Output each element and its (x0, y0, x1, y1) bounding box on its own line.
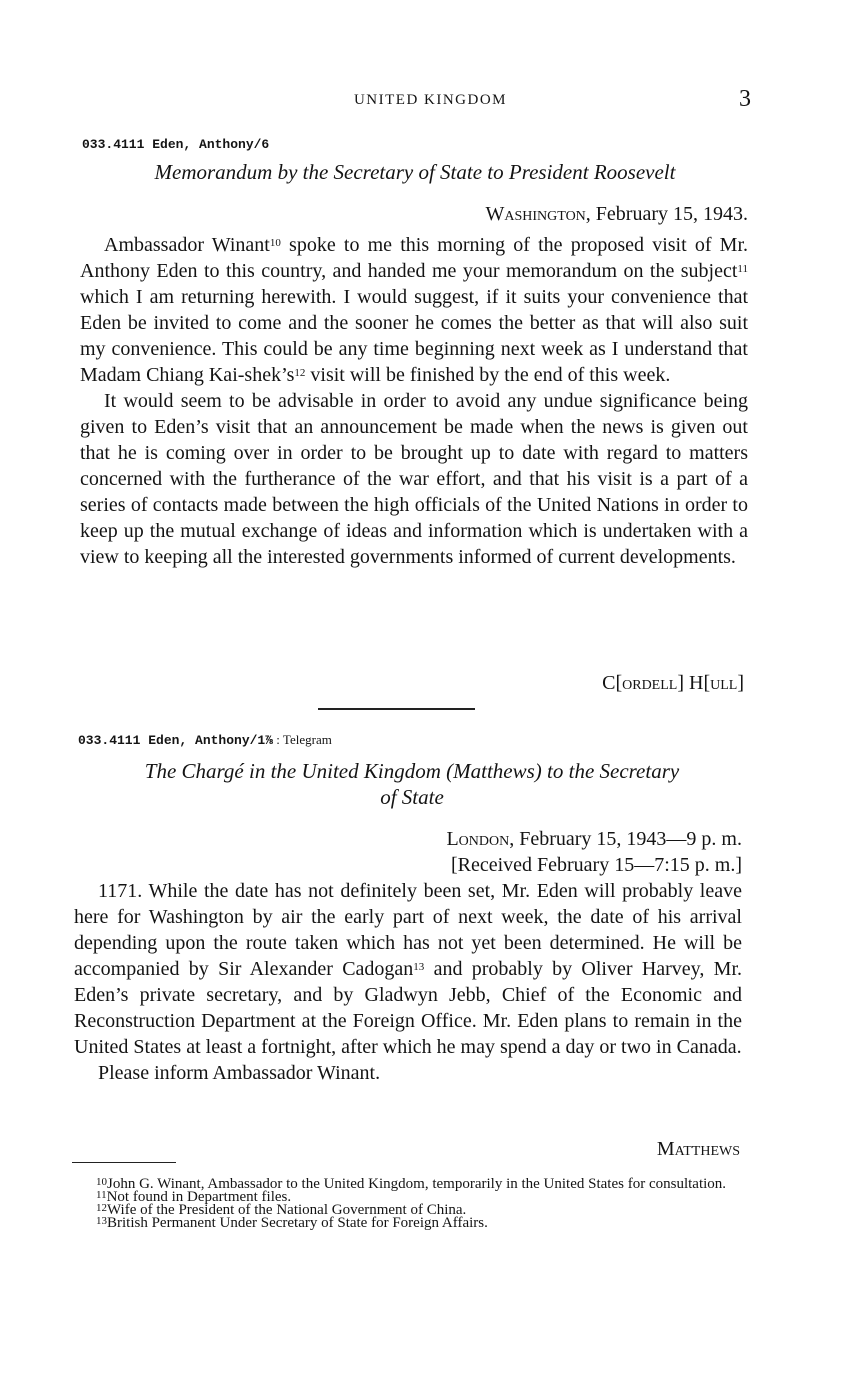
memorandum-body (80, 232, 748, 570)
footnotes (72, 1178, 740, 1230)
page-number: 3 (739, 86, 751, 112)
paragraph: 1171. While the date has not definitely been set, Mr. Eden will probably leave here for Washington by air the early part of next week, the date of his arrival depending upon the route taken which has not yet been determined. He will be accompanied by Sir Alexander Cadogan$^{13}$ and probably by Oliver Harvey, Mr. Eden’s private secretary, and by Gladwyn Jebb, Chief of the Economic and Reconstruction Department at the Foreign Office. Mr. Eden plans to remain in the United States at least a fortnight, after which he may spend a day or two in Canada. (74, 880, 743, 1058)
dateline-place: London (446, 828, 510, 850)
dateline: London, February 15, 1943—9 p. m. [Received February 15—7:15 p. m.] (78, 826, 742, 878)
file-reference: 033.4111 Eden, Anthony/6 (82, 137, 270, 152)
received-note: [Received February 15—7:15 p. m.] (450, 854, 742, 876)
dateline-date: , February 15, 1943. (585, 203, 748, 225)
signature: Matthews (656, 1138, 740, 1160)
dateline-place: Washington (485, 203, 586, 225)
telegram-body (74, 878, 742, 1086)
footnote-divider (72, 1162, 176, 1163)
paragraph: Ambassador Winant$^{10}$ spoke to me this morning of the proposed visit of Mr. Anthony Eden to this country, and handed me your memorandum on the subject$^{11}$ which I am returning herewith. I would suggest, if it suits your convenience that Eden be invited to come and the sooner he comes the better as that will also suit my convenience. This could be any time beginning next week as I understand that Madam Chiang Kai-$shek’s^{12}$ visit will be finished by the end of this week. (80, 234, 749, 386)
paragraph: Please inform Ambassador Winant. (98, 1062, 381, 1084)
footnote: $^{13}$British Permanent Under Secretary of State for Foreign Affairs. (96, 1215, 488, 1231)
file-reference: 033.4111 Eden, Anthony/1⅞ : Telegram (78, 732, 332, 748)
running-head: UNITED KINGDOM (353, 92, 508, 108)
footnote-ref: 12 (294, 367, 306, 379)
footnote: $^{11}$Not found in Department files. (96, 1189, 292, 1205)
footnote: $^{10}$John G. Winant, Ambassador to the United Kingdom, temporarily in the United States for consultation. (96, 1176, 727, 1192)
footnote-ref: 10 (269, 237, 281, 249)
signature: C[ordell] H[ull] (602, 672, 744, 694)
paragraph: It would seem to be advisable in order to avoid any undue significance being given to Eden’s visit that an announcement be made when the news is given out that he is coming over in order to be brought up to date with regard to matters concerned with the furtherance of the war effort, and that his visit is a part of a series of contacts made between the high officials of the United Nations in order to keep up the mutual exchange of ideas and information which is undertaken with a view to keeping all the interested governments informed of current developments. (80, 390, 748, 568)
footnote-ref: 11 (737, 263, 748, 275)
footnote-ref: 13 (413, 961, 425, 973)
document-title: The Chargé in the United Kingdom (Matthews) to the Secretary of State (144, 759, 680, 809)
document-title: Memorandum by the Secretary of State to President Roosevelt (154, 160, 676, 184)
dateline (82, 203, 748, 226)
footnote: $^{12}$Wife of the President of the National Government of China. (96, 1202, 467, 1218)
section-divider (318, 708, 475, 710)
